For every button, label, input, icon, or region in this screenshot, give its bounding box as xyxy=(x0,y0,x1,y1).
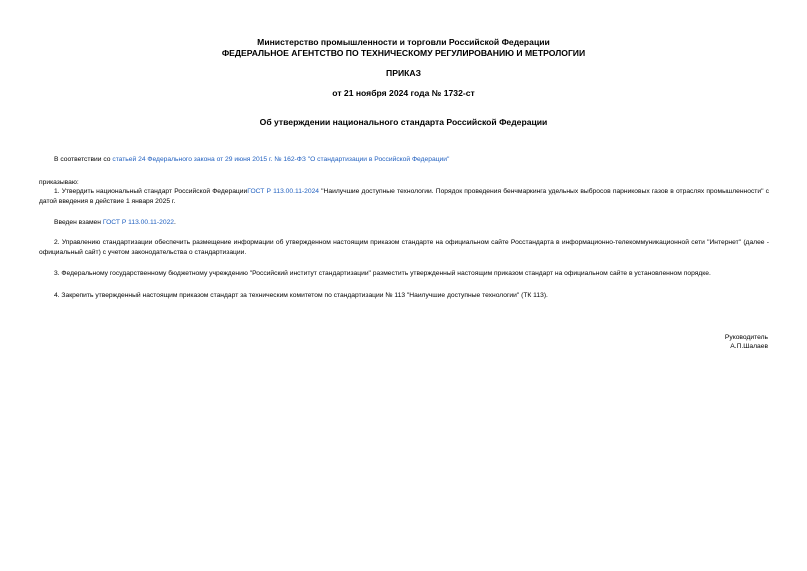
order-word: приказываю: xyxy=(39,179,79,186)
document-type: ПРИКАЗ xyxy=(386,68,421,78)
signatory-role: Руководитель xyxy=(724,334,768,341)
replaced-paragraph xyxy=(39,218,769,228)
signatory-name: А.П.Шалаев xyxy=(730,343,768,350)
gost-2024-link[interactable]: ГОСТ Р 113.00.11-2024 xyxy=(247,188,320,195)
item-4-paragraph: 4. Закрепить утвержденный настоящим приказом стандарт за техническим комитетом по стандартизации № 113 "Наилучшие доступные технологии" (ТК 113). xyxy=(54,292,548,299)
replaced-prefix: Введен взамен xyxy=(54,219,103,226)
order-date-number: от 21 ноября 2024 года № 1732-ст xyxy=(332,88,475,98)
item-1-paragraph xyxy=(39,187,769,207)
document-title: Об утверждении национального стандарта Российской Федерации xyxy=(259,117,548,127)
item-2-paragraph: 2. Управлению стандартизации обеспечить размещение информации об утвержденном настоящим приказом стандарте на официальном сайте Росстандарта в информационно-телекоммуникационной сети "Интернет" (далее - официальный сайт) с учетом законодательства о стандартизации. xyxy=(39,239,769,256)
federal-law-link[interactable]: статьей 24 Федерального закона от 29 июня 2015 г. № 162-ФЗ "О стандартизации в Российской Федерации" xyxy=(112,156,450,163)
replaced-suffix: . xyxy=(174,219,176,226)
basis-prefix: В соответствии со xyxy=(54,156,113,163)
item-1-prefix: 1. Утвердить национальный стандарт Российской Федерации xyxy=(54,188,248,195)
item-1-suffix: "Наилучшие доступные технологии. Порядок проведения бенчмаркинга удельных выбросов парниковых газов в отраслях промышленности" с датой введения в действие 1 января 2025 г. xyxy=(39,188,769,205)
basis-paragraph xyxy=(39,155,769,165)
item-3-paragraph: 3. Федеральному государственному бюджетному учреждению "Российский институт стандартизации" разместить утвержденный настоящим приказом стандарт на официальном сайте в установленном порядке. xyxy=(54,270,711,277)
agency-name: ФЕДЕРАЛЬНОЕ АГЕНТСТВО ПО ТЕХНИЧЕСКОМУ РЕГУЛИРОВАНИЮ И МЕТРОЛОГИИ xyxy=(221,48,586,58)
gost-2022-link[interactable]: ГОСТ Р 113.00.11-2022 xyxy=(102,219,175,226)
ministry-name: Министерство промышленности и торговли Российской Федерации xyxy=(257,37,550,47)
